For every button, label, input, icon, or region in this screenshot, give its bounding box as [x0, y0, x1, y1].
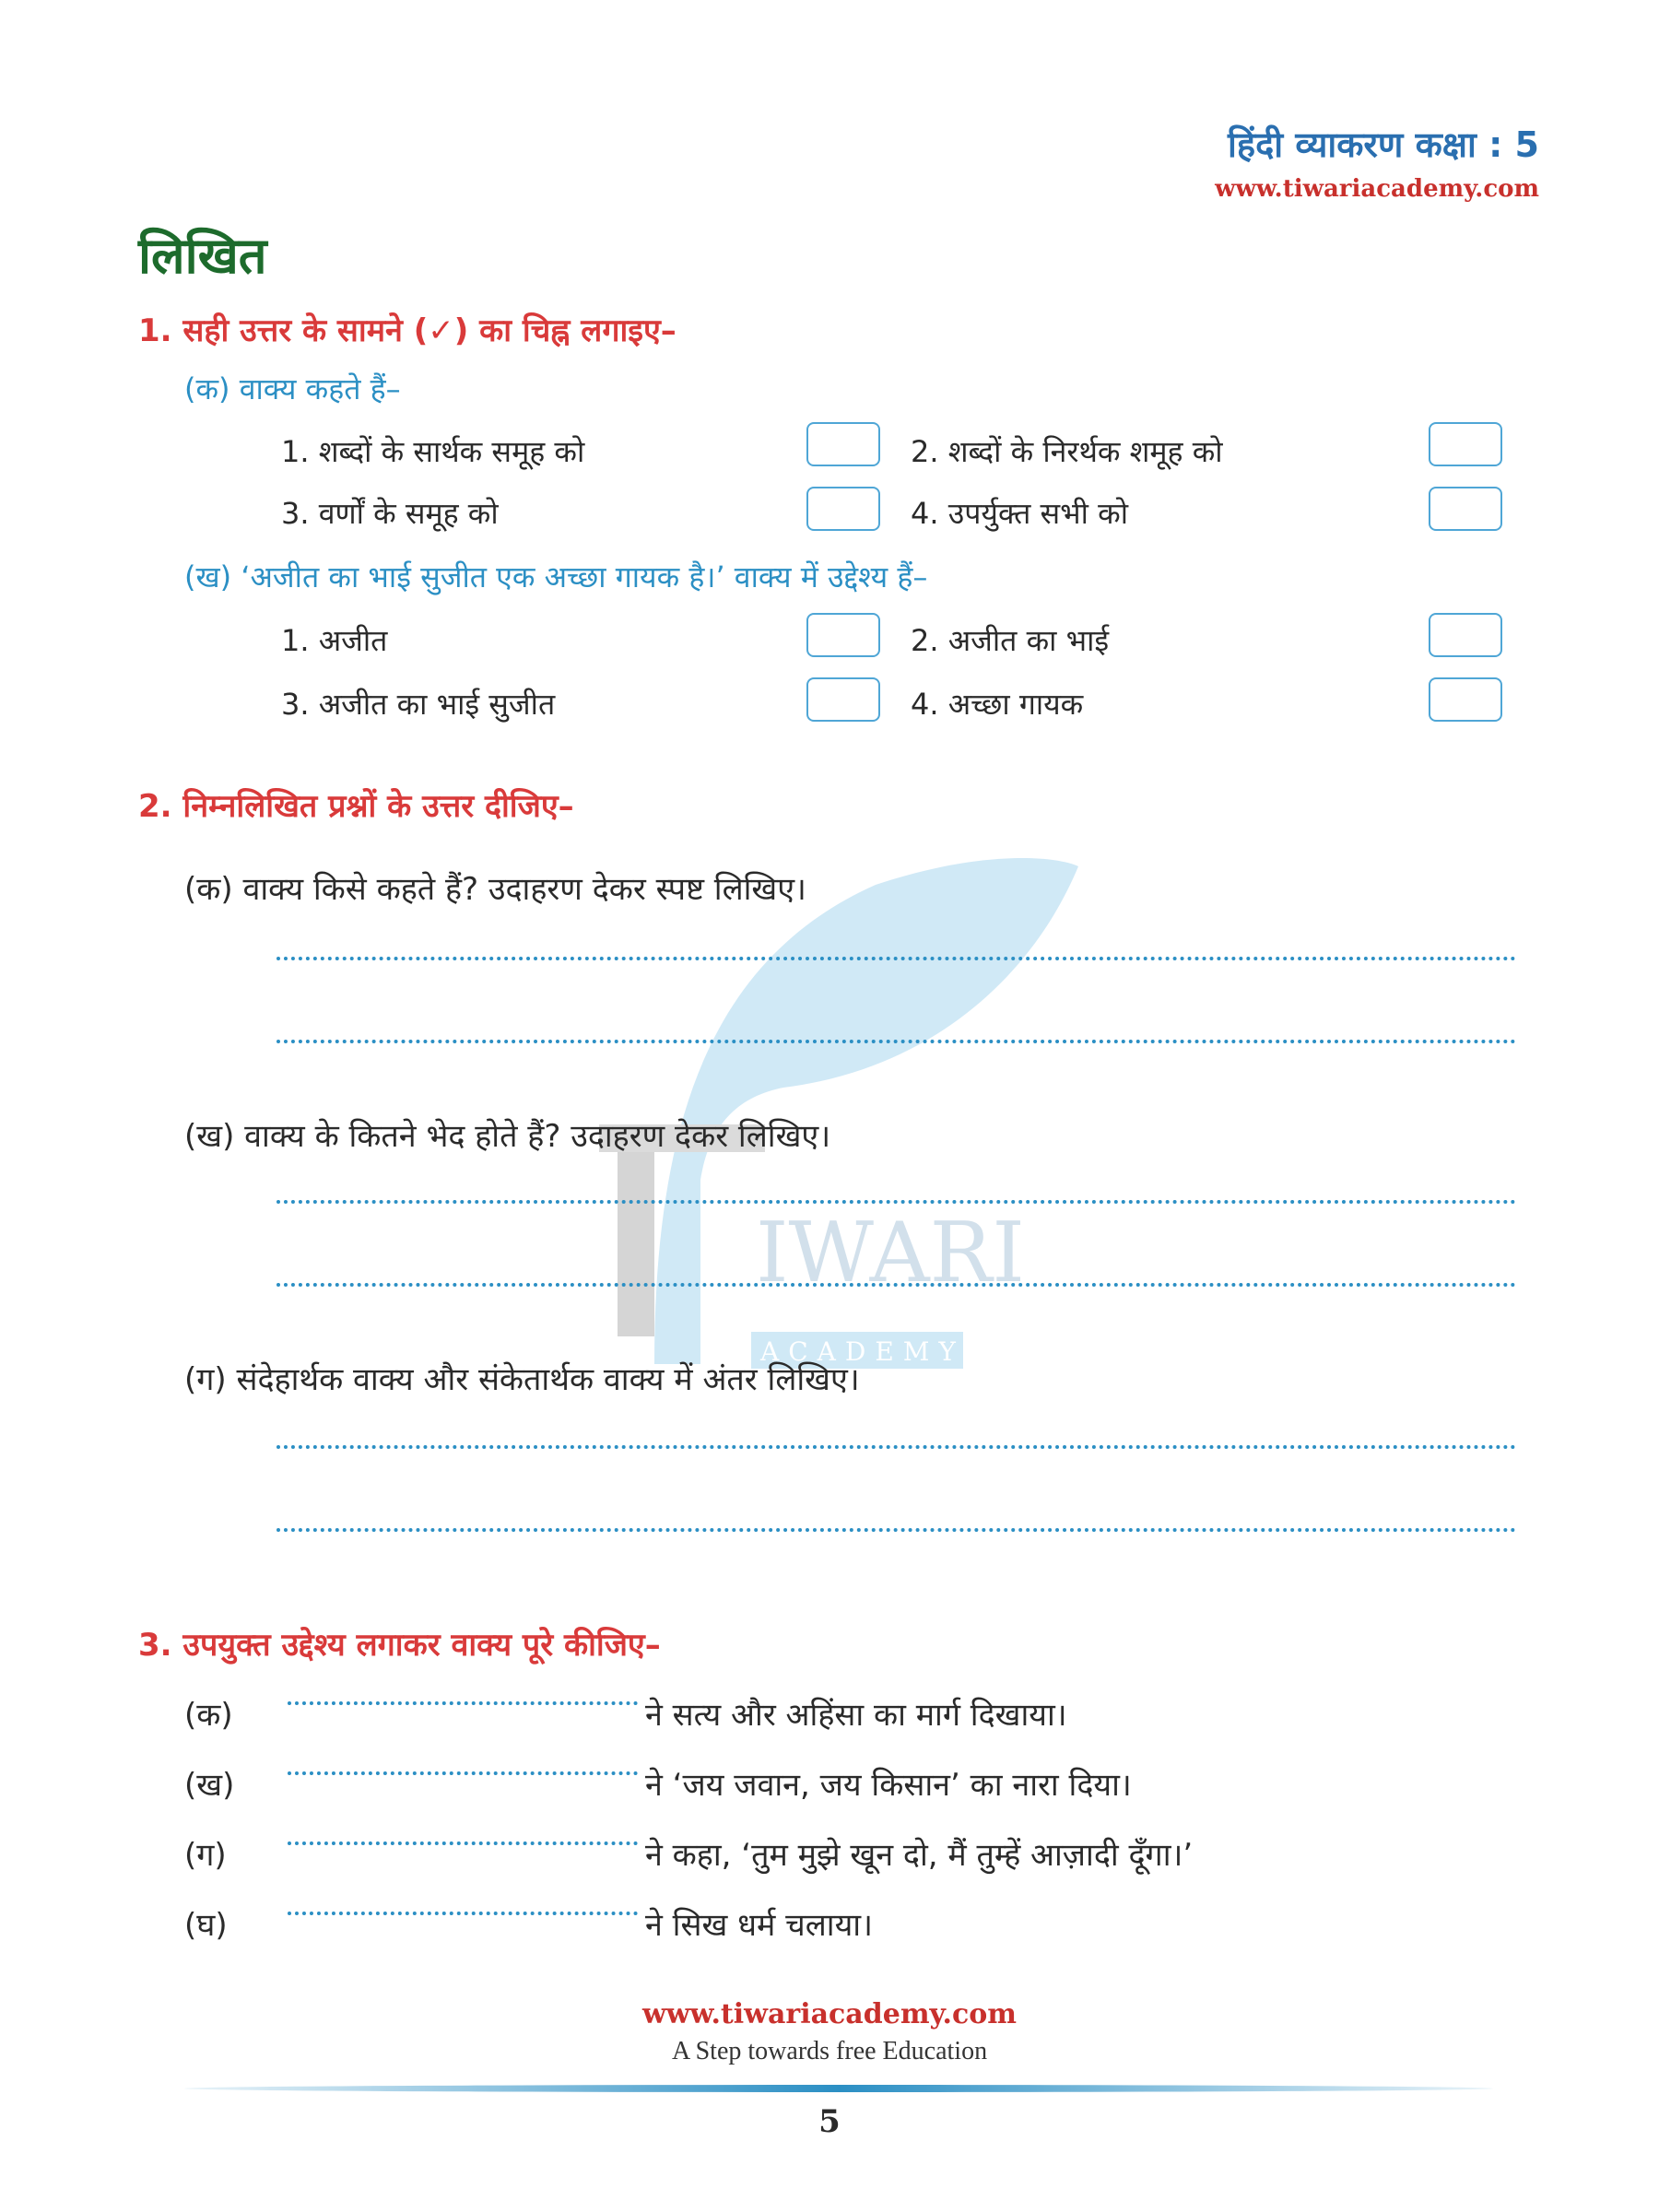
q3-text-c: ने कहा, ‘तुम मुझे खून दो, मैं तुम्हें आज़ादी दूँगा।’ [645, 1837, 1194, 1874]
q3-text-d: ने सिख धर्म चलाया। [645, 1907, 873, 1944]
q1b-option-2: 2. अजीत का भाई [911, 623, 1110, 658]
answer-line[interactable] [276, 1200, 1516, 1204]
footer-url[interactable]: www.tiwariacademy.com [641, 1998, 1018, 2030]
q2-item-c: (ग) संदेहार्थक वाक्य और संकेतार्थक वाक्य में अंतर लिखिए। [184, 1361, 860, 1398]
watermark-text: IWARI [756, 1205, 1025, 1301]
answer-line[interactable] [276, 1040, 1516, 1043]
q1b-option-4-checkbox[interactable] [1429, 677, 1502, 722]
watermark-subtext: ACADEMY [760, 1336, 965, 1367]
q1a-option-4-checkbox[interactable] [1429, 487, 1502, 531]
q1b-option-2-checkbox[interactable] [1429, 613, 1502, 657]
q3-text-b: ने ‘जय जवान, जय किसान’ का नारा दिया। [645, 1767, 1132, 1804]
q3-label-b: (ख) [184, 1767, 235, 1804]
q1a-option-4: 4. उपर्युक्त सभी को [911, 496, 1128, 531]
q2-item-a: (क) वाक्य किसे कहते हैं? उदाहरण देकर स्पष्ट लिखिए। [184, 871, 806, 908]
q1a-option-3: 3. वर्णों के समूह को [281, 496, 499, 531]
q2-item-b: (ख) वाक्य के कितने भेद होते हैं? उदाहरण देकर लिखिए। [184, 1118, 831, 1155]
fill-blank[interactable] [288, 1701, 638, 1705]
q3-label-c: (ग) [184, 1837, 227, 1874]
q1-part-b-label: (ख) ‘अजीत का भाई सुजीत एक अच्छा गायक है।’ वाक्य में उद्देश्य हैं– [184, 559, 928, 594]
q1-title: 1. सही उत्तर के सामने (✓) का चिह्न लगाइए– [138, 312, 677, 349]
answer-line[interactable] [276, 957, 1516, 960]
q1a-option-2: 2. शब्दों के निरर्थक शमूह को [911, 434, 1223, 469]
header-title: हिंदी व्याकरण कक्षा : 5 [1228, 124, 1539, 165]
q2-title: 2. निम्नलिखित प्रश्नों के उत्तर दीजिए– [138, 788, 574, 825]
q1b-option-3-checkbox[interactable] [806, 677, 880, 722]
page-number: 5 [818, 2103, 841, 2140]
footer-divider [184, 2085, 1493, 2092]
q1b-option-3: 3. अजीत का भाई सुजीत [281, 687, 556, 722]
q1a-option-1: 1. शब्दों के सार्थक समूह को [281, 434, 585, 469]
q1-part-a-label: (क) वाक्य कहते हैं– [184, 371, 401, 406]
q1b-option-1-checkbox[interactable] [806, 613, 880, 657]
page-heading: लिखित [138, 227, 267, 285]
fill-blank[interactable] [288, 1912, 638, 1915]
footer-tagline: A Step towards free Education [671, 2037, 988, 2065]
q3-label-a: (क) [184, 1697, 233, 1734]
q1a-option-1-checkbox[interactable] [806, 422, 880, 466]
q3-title: 3. उपयुक्त उद्देश्य लगाकर वाक्य पूरे कीजिए– [138, 1627, 661, 1664]
fill-blank[interactable] [288, 1841, 638, 1845]
answer-line[interactable] [276, 1283, 1516, 1287]
q1a-option-2-checkbox[interactable] [1429, 422, 1502, 466]
q3-label-d: (घ) [184, 1907, 228, 1944]
answer-line[interactable] [276, 1528, 1516, 1532]
q3-text-a: ने सत्य और अहिंसा का मार्ग दिखाया। [645, 1697, 1067, 1734]
q1a-option-3-checkbox[interactable] [806, 487, 880, 531]
q1b-option-4: 4. अच्छा गायक [911, 687, 1084, 722]
answer-line[interactable] [276, 1445, 1516, 1449]
header-url[interactable]: www.tiwariacademy.com [1215, 175, 1539, 203]
fill-blank[interactable] [288, 1771, 638, 1775]
q1b-option-1: 1. अजीत [281, 623, 388, 658]
